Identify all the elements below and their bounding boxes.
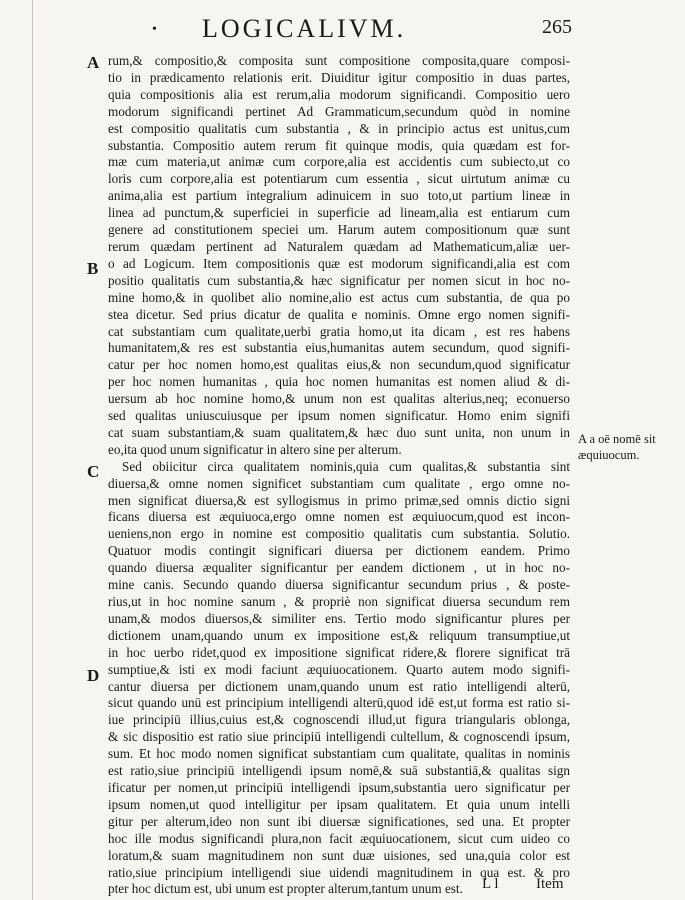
text-line: sicut quando unū est principium intelligendi alterū,quod idē est,ut forma est ratio si-	[108, 695, 570, 711]
text-line: unam,& modos diuersos,& similiter ens. Tertio modo significantur plures per	[108, 610, 570, 626]
section-letter-d: D	[87, 666, 100, 685]
page-number: 265	[542, 16, 572, 38]
text-line: quando diuersa æqualiter significantur per eandem dictionem , ut in hoc no-	[108, 560, 570, 576]
text-line: catur per hoc nomen homo,est qualitas eius,& non secundum,quod significatur	[108, 357, 570, 373]
text-line: linea ad punctum,& superficiei in superficie ad lineam,alia est entiarum cum	[108, 205, 570, 221]
text-line: men significat diuersa,& est syllogismus in primo primæ,sed omnis dictio signi	[108, 492, 570, 508]
text-line: in hoc uerbo ridet,quod ex impositione significat ridere,& florere significat trā	[108, 644, 570, 660]
section-letter-b: B	[87, 259, 99, 278]
text-line: ipsum nomen,ut quod intelligitur per ipsam qualitatem. Et quia unum intelli	[108, 796, 570, 812]
text-line: sed qualitas uniuscuiusque per ipsum nomen significatur. Homo enim signifi	[108, 408, 570, 424]
text-line: uersum ab hoc nomine homo,& unum non est qualitas alterius,neq; econuerso	[108, 391, 570, 407]
text-line: substantia. Compositio autem rerum fit quinque modis, quia quædam est for-	[108, 137, 570, 153]
text-line: quia compositionis alia est rerum,alia modorum significandi. Compositio uero	[108, 86, 570, 102]
text-line: pter hoc dictum est, ubi unum est propter alterum,tantum unum est.	[108, 881, 463, 897]
text-line: Sed obiicitur circa qualitatem nominis,quia cum qualitas,& substantia sint	[122, 458, 570, 474]
text-line: rum,& compositio,& composita sunt compositione composita,quare composi-	[108, 53, 570, 68]
text-line: mæ cum materia,ut animæ cum corpore,alia est accidentis cum subiecto,ut co	[108, 154, 570, 170]
text-line: Quatuor modis contingit significari diuersa per dictionem eandem. Primo	[108, 543, 570, 559]
running-title: LOGICALIVM.	[202, 14, 407, 43]
margin-note: A a oē nomē sit æquiuocum.	[578, 432, 656, 462]
text-line: rius,ut in hoc nomine sanum , & propriè non significat diuersa secundum rem	[108, 594, 570, 609]
text-line: eo,ita quod unum significatur in altero sine per alterum.	[108, 441, 402, 457]
text-line: hoc ille modus significandi plura,non facit æquiuocationem, sicut cum uideo co	[108, 830, 570, 846]
text-line: positio qualitatis cum substantia,& hæc significatur per nomen sicut in hoc no-	[108, 272, 570, 288]
text-line: rerum quædam pertinent ad Naturalem quædam ad Mathematicum,aliæ uer-	[108, 238, 570, 254]
main-text-block	[108, 53, 570, 898]
text-line: humanitatem,& res est substantia eius,humanitas autem secundum, quod signifi-	[108, 340, 570, 356]
text-line: est ratio,siue principiū intelligendi ipsum nomē,& suā substantiā,& qualitas sign	[108, 763, 570, 779]
text-line: est compositio qualitatis cum substantia , & in principio actus est unitus,cum	[108, 120, 570, 136]
page-edge-rule	[32, 0, 33, 900]
text-line: ratio,siue principium intelligendi siue uidendi magnitudinem in qua est. & pro	[108, 864, 570, 880]
text-line: dictionem unam,quando unum ex impositione est,& reliquum transumptiue,ut	[108, 627, 570, 643]
text-line: diuersa,& omne nomen significet substantiam cum qualitate , ergo omne no-	[108, 475, 570, 491]
text-line: per hoc nomen humanitas , quia hoc nomen humanitas est nomen aliud & di-	[108, 374, 570, 390]
text-line: mine homo,& in quolibet alio nomine,alio est actus cum substantia, de qua po	[108, 289, 570, 305]
text-line: cat suam substantiam,& suam qualitatem,& hæc duo sunt unita, non unum in	[108, 424, 570, 440]
text-line: ificatur per nomen,ut principiū intelligendi ipsum,substantia uero significatur per	[108, 779, 570, 795]
text-line: cantur diuersa per dictionem unam,quando unum est ratio intelligendi alterū,	[108, 678, 570, 694]
text-line: genere ad constitutionem speciei um. Harum autem compositionum quæ sunt	[108, 222, 570, 238]
text-line: modorum significandi pertinet Ad Grammaticum,secundum quòd in nomine	[108, 103, 570, 119]
header-bullet: •	[152, 22, 157, 37]
text-line: mine canis. Secundo quando diuersa significantur secundum prius , & poste-	[108, 577, 570, 593]
text-line: sumptiue,& isti ex modi faciunt æquiuocationem. Quarto autem modo signifi-	[108, 661, 570, 677]
section-letter-a: A	[87, 53, 100, 72]
text-line: o ad Logicum. Item compositionis quæ est modorum significandi,alia est com	[108, 255, 570, 271]
text-line: anima,alia est partium integralium adinuicem in suo toto,ut partium lineæ in	[108, 188, 570, 204]
text-line: tio in prædicamento relationis erit. Diuiditur igitur compositio in duas partes,	[108, 69, 570, 85]
catchword: Item	[536, 876, 564, 892]
text-line: iue principiū illius,cuius est,& cognoscendi illud,ut figura triangularis oblonga,	[108, 712, 570, 728]
text-line: loris cum corpore,alia est potentiarum cum essentia , sicut uirtutum animæ cu	[108, 171, 570, 187]
text-line: gitur per alterum,ideo non sunt ibi diuersæ significationes, sed una. Et propter	[108, 813, 570, 829]
text-line: stea dicetur. Sed prius dicatur de qualita e nominis. Omne ergo nomen signifi-	[108, 306, 570, 322]
section-letter-c: C	[87, 462, 100, 481]
text-line: ficans diuersa est æquiuoca,ergo omne nomen est æquiuocum,quod est incon-	[108, 509, 570, 525]
signature-mark: L l	[482, 876, 499, 892]
running-header	[0, 14, 685, 42]
text-line: cat substantiam cum qualitate,uerbi gratia homo,ut ita dicam , est res habens	[108, 323, 570, 339]
text-line: & sic dispositio est ratio siue principiū intelligendi cultellum, & cognoscendi ipsum,	[108, 729, 570, 745]
text-line: sum. Et hoc modo nomen significat substantiam cum qualitate, qualitas in nominis	[108, 746, 570, 762]
text-line: loratum,& suam magnitudinem non sunt duæ uisiones, sed una,quia color est	[108, 847, 570, 863]
text-line: ueniens,non ergo in nomine est compositio qualitatis cum substantia. Solutio.	[108, 526, 570, 542]
